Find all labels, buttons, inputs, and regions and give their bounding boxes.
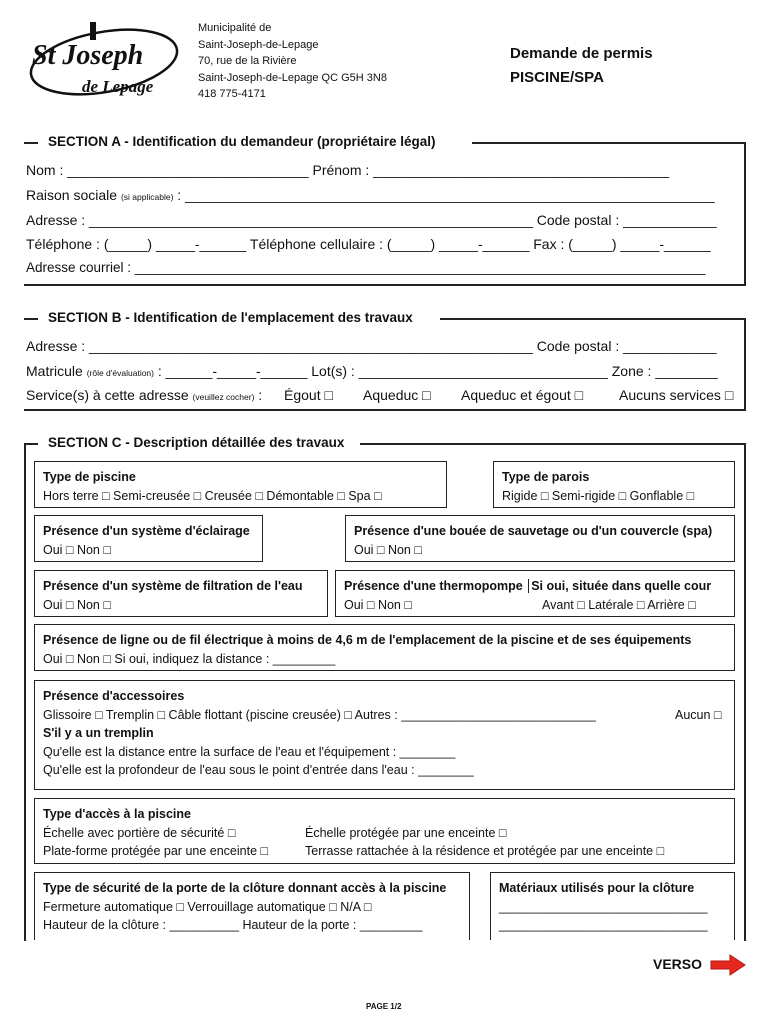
service-aqueduc-egout[interactable]: Aqueduc et égout □ — [461, 387, 584, 403]
thermopompe-box: Présence d'une thermopompe Si oui, située dans quelle cour Oui □ Non □ Avant □ Latérale □ Arrière □ — [335, 570, 735, 617]
courriel-field[interactable]: Adresse courriel : ____________________________________________________________________________ — [26, 260, 706, 275]
securite-box: Type de sécurité de la porte de la clôture donnant accès à la piscine Fermeture automatique □ Verrouillage automatique □ N/A □ Hauteur de la clôture : __________ Hauteur de la porte : _________ — [34, 872, 470, 940]
type-parois-options[interactable]: Rigide □ Semi-rigide □ Gonflable □ — [502, 488, 695, 503]
eclairage-box: Présence d'un système d'éclairage Oui □ Non □ — [34, 515, 263, 562]
services-field: Service(s) à cette adresse (veuillez cocher) : — [26, 387, 263, 403]
cour-options[interactable]: Avant □ Latérale □ Arrière □ — [542, 597, 696, 612]
address-line: Municipalité de — [198, 22, 272, 34]
type-piscine-box: Type de piscine Hors terre □ Semi-creusée □ Creusée □ Démontable □ Spa □ — [34, 461, 447, 508]
section-b-title: SECTION B - Identification de l'emplacement des travaux — [42, 310, 419, 325]
service-aucun[interactable]: Aucuns services □ — [619, 387, 734, 403]
type-parois-box: Type de parois Rigide □ Semi-rigide □ Gonflable □ — [493, 461, 735, 508]
ligne-options[interactable]: Oui □ Non □ Si oui, indiquez la distance : _________ — [43, 651, 336, 666]
filtration-box: Présence d'un système de filtration de l'eau Oui □ Non □ — [34, 570, 328, 617]
raison-sociale-field[interactable]: Raison sociale (si applicable) : ____________________________________________________________________ — [26, 187, 715, 203]
materiaux-line-1[interactable]: ______________________________ — [499, 899, 708, 914]
materiaux-line-2[interactable]: ______________________________ — [499, 918, 708, 932]
acces-echelle-enceinte[interactable]: Échelle protégée par une enceinte □ — [305, 825, 507, 840]
securite-options[interactable]: Fermeture automatique □ Verrouillage automatique □ N/A □ — [43, 899, 372, 914]
accessoires-options[interactable]: Glissoire □ Tremplin □ Câble flottant (piscine creusée) □ Autres : ____________________________ — [43, 707, 596, 722]
materiaux-box: Matériaux utilisés pour la clôture ______________________________ ______________________________ — [490, 872, 735, 940]
type-piscine-options[interactable]: Hors terre □ Semi-creusée □ Creusée □ Démontable □ Spa □ — [43, 488, 382, 503]
ligne-electrique-box: Présence de ligne ou de fil électrique à moins de 4,6 m de l'emplacement de la piscine et de ses équipements Oui □ Non □ Si oui, indiquez la distance : _________ — [34, 624, 735, 671]
acces-echelle-portiere[interactable]: Échelle avec portière de sécurité □ — [43, 825, 236, 840]
accessoires-aucun[interactable]: Aucun □ — [675, 707, 722, 722]
adresse-field[interactable]: Adresse : _________________________________________________________ Code postal : ____________ — [26, 212, 717, 228]
municipality-logo — [26, 18, 186, 100]
section-c-title: SECTION C - Description détaillée des travaux — [42, 435, 350, 450]
service-aqueduc[interactable]: Aqueduc □ — [363, 387, 431, 403]
page-number: PAGE 1/2 — [366, 1002, 402, 1011]
form-title: Demande de permis PISCINE/SPA — [510, 45, 653, 86]
logo-text-1: St Joseph — [32, 40, 144, 71]
address-line: Saint-Joseph-de-Lepage QC G5H 3N8 — [198, 71, 387, 84]
acces-box: Type d'accès à la piscine Échelle avec portière de sécurité □ Échelle protégée par une enceinte □ Plate-forme protégée par une enceinte □ Terrasse rattachée à la résidence et protégée par une enceinte □ — [34, 798, 735, 864]
municipality-address — [198, 20, 387, 103]
nom-prenom-field[interactable]: Nom : _______________________________ Prénom : ______________________________________ — [26, 162, 670, 178]
service-egout[interactable]: Égout □ — [284, 387, 333, 403]
accessoires-box: Présence d'accessoires Glissoire □ Tremplin □ Câble flottant (piscine creusée) □ Autres : ____________________________ Aucun □ S'il y a un tremplin Qu'elle est la distance entre la surface de l'eau et l'équipement : ________ Qu'elle est la profondeur de l'eau sous le point d'entrée dans l'eau : ________ — [34, 680, 735, 790]
acces-terrasse[interactable]: Terrasse rattachée à la résidence et protégée par une enceinte □ — [305, 844, 665, 858]
b-adresse-field[interactable]: Adresse : _________________________________________________________ Code postal : ____________ — [26, 338, 717, 354]
section-a-title: SECTION A - Identification du demandeur (propriétaire légal) — [42, 134, 442, 149]
thermopompe-options[interactable]: Oui □ Non □ — [344, 597, 412, 612]
acces-plateforme[interactable]: Plate-forme protégée par une enceinte □ — [43, 844, 269, 858]
verso-label: VERSO — [653, 956, 703, 972]
bouee-options[interactable]: Oui □ Non □ — [354, 542, 422, 557]
eclairage-options[interactable]: Oui □ Non □ — [43, 542, 111, 557]
hauteur-fields[interactable]: Hauteur de la clôture : __________ Hauteur de la porte : _________ — [43, 918, 423, 932]
address-line: 70, rue de la Rivière — [198, 55, 297, 67]
address-line: 418 775-4171 — [198, 88, 266, 100]
bouee-box: Présence d'une bouée de sauvetage ou d'un couvercle (spa) Oui □ Non □ — [345, 515, 735, 562]
matricule-field[interactable]: Matricule (rôle d'évaluation) : ______-_____-______ Lot(s) : ________________________________ Zone : ________ — [26, 363, 718, 379]
telephone-field[interactable]: Téléphone : (_____) _____-______ Téléphone cellulaire : (_____) _____-______ Fax : (_____) _____-______ — [26, 236, 711, 252]
logo-text-2: de Lepage — [82, 77, 154, 96]
tremplin-distance[interactable]: Qu'elle est la distance entre la surface de l'eau et l'équipement : ________ — [43, 744, 456, 759]
arrow-right-icon — [710, 954, 746, 981]
tremplin-profondeur[interactable]: Qu'elle est la profondeur de l'eau sous le point d'entrée dans l'eau : ________ — [43, 763, 474, 777]
filtration-options[interactable]: Oui □ Non □ — [43, 597, 111, 612]
address-line: Saint-Joseph-de-Lepage — [198, 38, 319, 51]
